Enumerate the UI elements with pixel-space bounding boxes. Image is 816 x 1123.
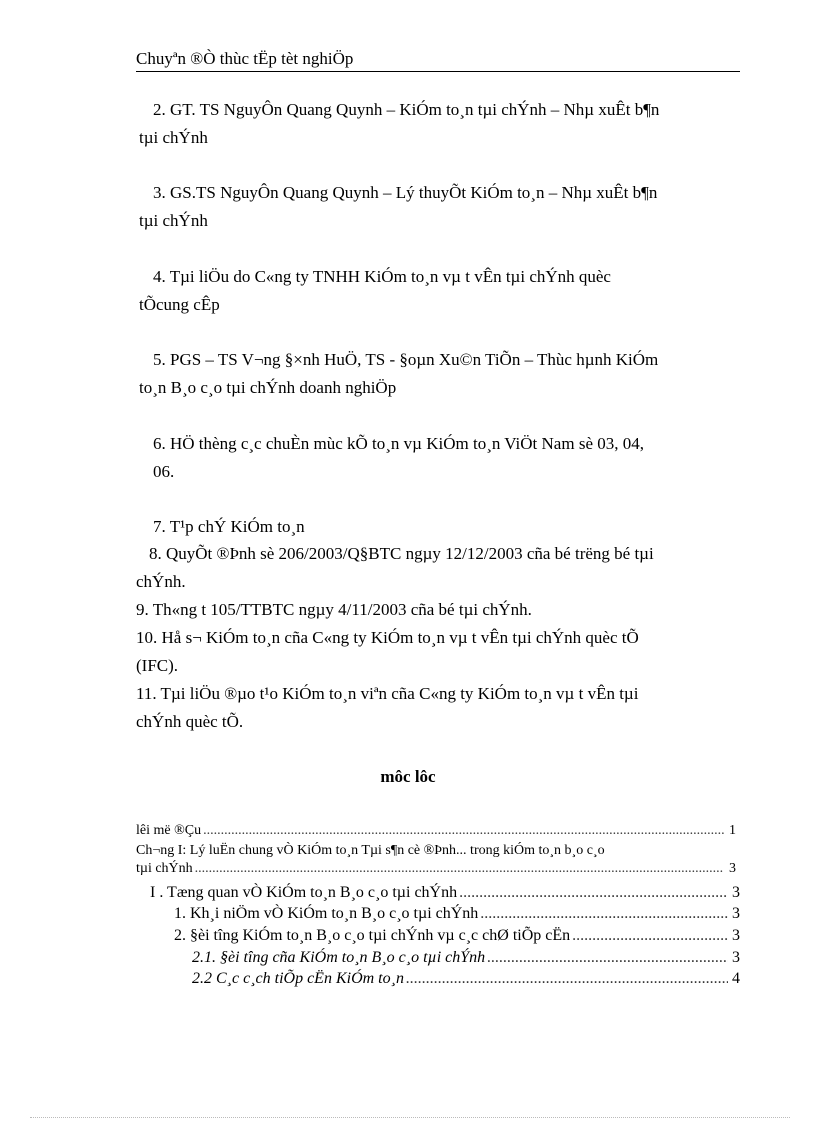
reference-line: 8. QuyÕt ®Þnh sè 206/2003/Q§BTC ngµy 12/12/2003 cña bé trëng bé tµi	[149, 544, 654, 563]
reference-item	[136, 513, 740, 541]
reference-line: 06.	[153, 462, 175, 481]
toc-entry[interactable]	[136, 860, 740, 878]
toc-entry[interactable]	[136, 842, 740, 860]
toc-entry[interactable]	[136, 927, 740, 945]
reference-line: 6. HÖ thèng c¸c chuÈn mùc kÕ to¸n vµ KiÓm to¸n ViÖt Nam sè 03, 04,	[153, 434, 644, 453]
toc-entry[interactable]	[136, 822, 740, 840]
toc-entry-text: 2.2 C¸c c¸ch tiÕp cËn KiÓm to¸n	[192, 970, 404, 987]
toc-page-number: 3	[732, 884, 740, 901]
reference-line: (IFC).	[136, 656, 179, 675]
toc-entry[interactable]	[136, 949, 740, 967]
toc-entry-text: 1. Kh¸i niÖm vÒ KiÓm to¸n B¸o c¸o tµi chÝnh	[174, 905, 479, 922]
toc-entry[interactable]	[136, 905, 740, 923]
reference-line: 11. Tµi liÖu ®µo t¹o KiÓm to¸n viªn cña C«ng ty KiÓm to¸n vµ t vÊn tµi	[136, 684, 639, 703]
reference-line: 3. GS.TS NguyÔn Quang Quynh – Lý thuyÕt KiÓm to¸n – Nhµ xuÊt b¶n	[153, 183, 658, 202]
toc-page-number: 1	[729, 823, 736, 838]
toc-entry-text: tµi chÝnh	[136, 861, 193, 876]
toc-entry-text: I . Tæng quan vÒ KiÓm to¸n B¸o c¸o tµi chÝnh	[150, 884, 458, 901]
reference-item	[136, 540, 740, 596]
reference-line: 7. T¹p chÝ KiÓm to¸n	[153, 517, 305, 536]
toc-title: môc lôc	[380, 767, 436, 786]
reference-item	[136, 624, 740, 680]
reference-line: to¸n B¸o c¸o tµi chÝnh doanh nghiÖp	[139, 378, 397, 397]
toc-entry-text: 2.1. §èi tîng cña KiÓm to¸n B¸o c¸o tµi chÝnh	[192, 949, 486, 966]
toc-entry[interactable]	[136, 884, 740, 902]
toc-leader-dots	[459, 884, 728, 902]
toc-leader-dots	[195, 860, 724, 878]
toc-page-number: 3	[732, 927, 740, 944]
reference-line: 4. Tµi liÖu do C«ng ty TNHH KiÓm to¸n vµ t vÊn tµi chÝnh quèc	[153, 267, 611, 286]
reference-item	[136, 96, 740, 152]
page-bottom-border	[30, 1117, 790, 1118]
reference-line: chÝnh.	[136, 572, 186, 591]
reference-item	[136, 430, 740, 486]
page-header-title: Chuyªn ®Ò thùc tËp tèt nghiÖp	[136, 49, 354, 68]
reference-item	[136, 596, 740, 624]
reference-line: 10. Hå s¬ KiÓm to¸n cña C«ng ty KiÓm to¸n vµ t vÊn tµi chÝnh quèc tÕ	[136, 628, 639, 647]
toc-leader-dots	[203, 822, 724, 840]
reference-line: tµi chÝnh	[139, 128, 208, 147]
toc-leader-dots	[572, 927, 728, 945]
toc-entry-text: lêi më ®Çu	[136, 823, 202, 838]
toc-leader-dots	[480, 905, 728, 923]
reference-line: 2. GT. TS NguyÔn Quang Quynh – KiÓm to¸n tµi chÝnh – Nhµ xuÊt b¶n	[153, 100, 660, 119]
reference-line: tÕcung cÊp	[139, 295, 220, 314]
reference-line: 9. Th«ng t 105/TTBTC ngµy 4/11/2003 cña bé tµi chÝnh.	[136, 600, 532, 619]
toc-leader-dots	[487, 949, 728, 967]
toc-page-number: 3	[732, 949, 740, 966]
toc-page-number: 4	[732, 970, 740, 987]
toc-page-number: 3	[732, 905, 740, 922]
reference-line: 5. PGS – TS V¬ng §×nh HuÖ, TS - §oµn Xu©n TiÕn – Thùc hµnh KiÓm	[153, 350, 659, 369]
toc-entry[interactable]	[136, 970, 740, 988]
reference-item	[136, 263, 740, 319]
toc-entry-text: 2. §èi tîng KiÓm to¸n B¸o c¸o tµi chÝnh vµ c¸c chØ tiÕp cËn	[174, 927, 571, 944]
reference-line: chÝnh quèc tÕ.	[136, 712, 244, 731]
reference-item	[136, 346, 740, 402]
toc-entry-text: Ch¬ng I: Lý luËn chung vÒ KiÓm to¸n Tµi s¶n cè ®Þnh... trong kiÓm to¸n b¸o c¸o	[136, 843, 605, 858]
toc-leader-dots	[406, 970, 728, 988]
reference-item	[136, 680, 740, 736]
toc-page-number: 3	[729, 861, 736, 876]
reference-line: tµi chÝnh	[139, 211, 208, 230]
header-rule	[136, 71, 740, 72]
reference-item	[136, 179, 740, 235]
